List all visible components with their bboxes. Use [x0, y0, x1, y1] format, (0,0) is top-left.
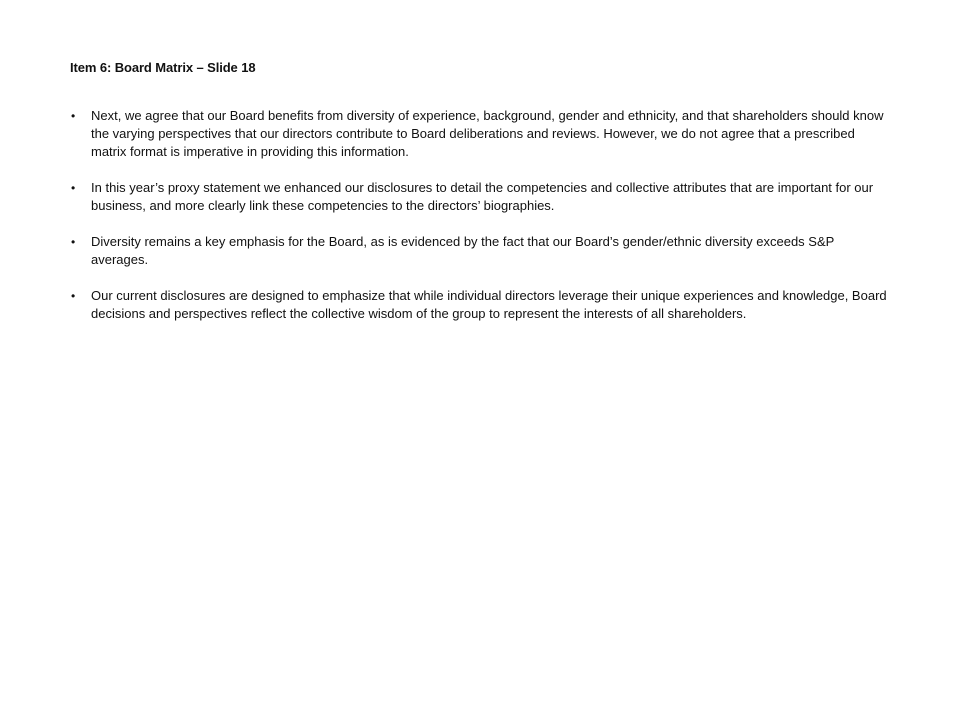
bullet-item: [70, 287, 890, 323]
bullet-list: [70, 107, 890, 341]
bullet-icon: •: [71, 181, 76, 195]
bullet-icon: •: [71, 235, 76, 249]
bullet-text: Our current disclosures are designed to emphasize that while individual directors leverage their unique experiences and knowledge, Board decisions and perspectives reflect the collective wisdom of the group to represent the interests of all shareholders.: [91, 288, 887, 321]
bullet-icon: •: [71, 109, 76, 123]
bullet-item: [70, 179, 890, 215]
bullet-text: In this year’s proxy statement we enhanced our disclosures to detail the competencies and collective attributes that are important for our business, and more clearly link these competencies to the directors’ biographies.: [91, 180, 874, 213]
section-heading: Item 6: Board Matrix – Slide 18: [70, 60, 256, 75]
bullet-item: [70, 233, 890, 269]
bullet-text: Diversity remains a key emphasis for the Board, as is evidenced by the fact that our Board’s gender/ethnic diversity exceeds S&P averages.: [91, 234, 835, 267]
bullet-icon: •: [71, 289, 76, 303]
bullet-text: Next, we agree that our Board benefits from diversity of experience, background, gender and ethnicity, and that shareholders should know the varying perspectives that our directors contribute to Board deliberations and reviews. However, we do not agree that a prescribed matrix format is imperative in providing this information.: [91, 108, 884, 159]
bullet-item: [70, 107, 890, 161]
